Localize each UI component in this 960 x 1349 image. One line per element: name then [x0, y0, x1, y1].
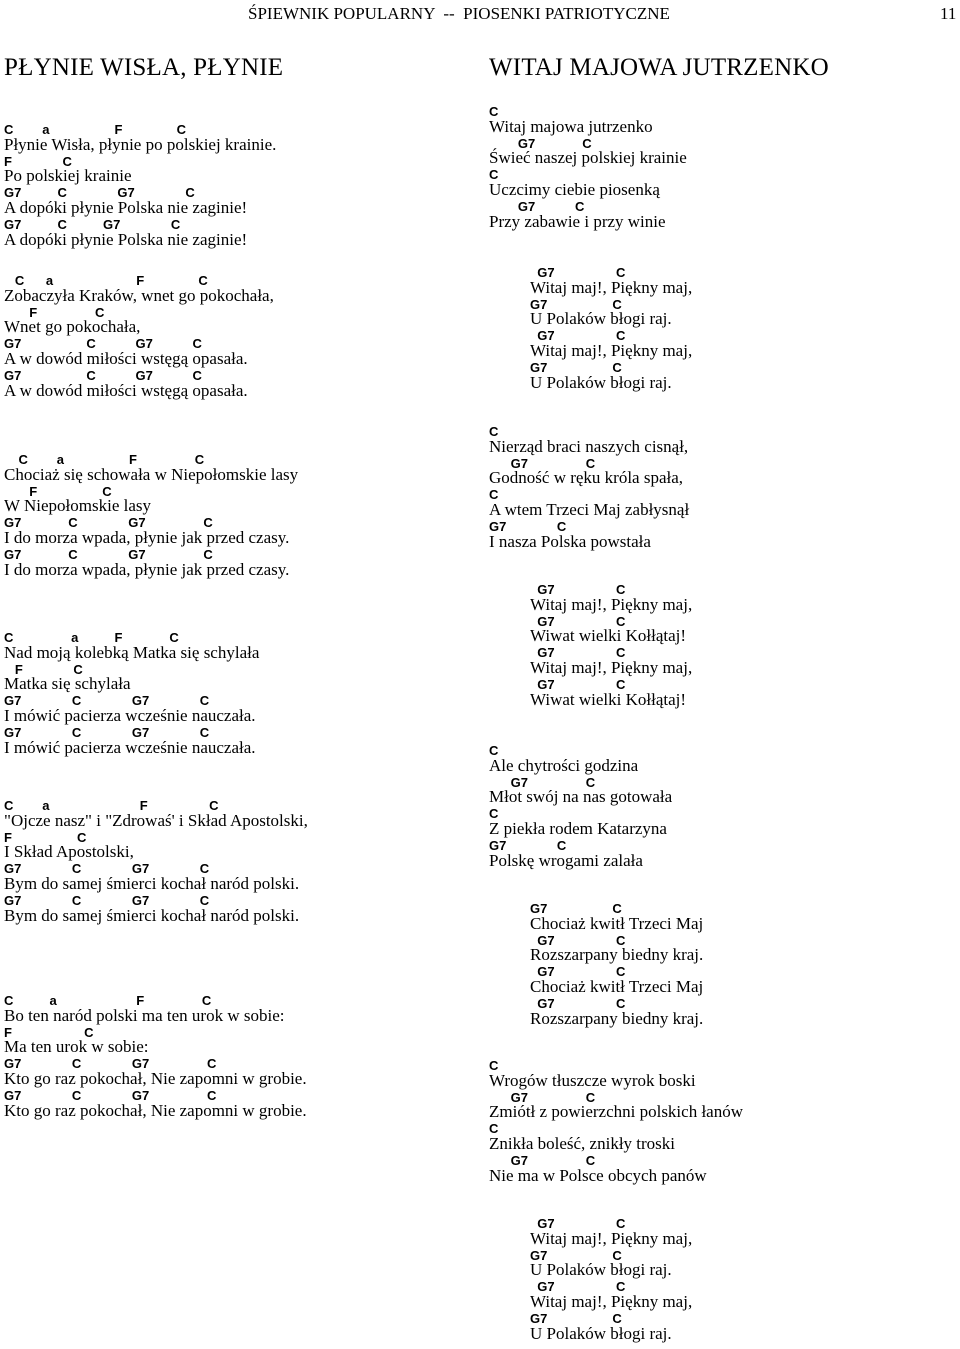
lyric-line: I do morza wpada, płynie jak przed czasy. [4, 528, 290, 547]
chord-line: G7 C G7 C [4, 724, 210, 740]
chord-line: G7 C [530, 296, 622, 312]
lyric-line: Bo ten naród polski ma ten urok w sobie: [4, 1005, 285, 1025]
chord-line: G7 C [530, 1279, 626, 1295]
lyric-line: Witaj maj!, Piękny maj, [530, 341, 693, 360]
lyric-line: Uczcimy ciebie piosenką [489, 180, 660, 199]
lyric-line: Witaj maj!, Piękny maj, [530, 1228, 693, 1248]
lyric-line: U Polaków błogi raj. [530, 1323, 672, 1343]
lyric-line: "Ojcze nasz" i "Zdrowaś' i Skład Apostolski, [4, 810, 308, 830]
chord-line: G7 C G7 C [4, 693, 210, 709]
chord-line: C [489, 806, 499, 822]
lyric-line: I mówić pacierza wcześnie nauczała. [4, 737, 256, 757]
lyric-line: Witaj maj!, Piękny maj, [530, 594, 693, 614]
lyric-line: Płynie Wisła, płynie po polskiej krainie. [4, 134, 277, 154]
chord-line: G7 C [530, 1310, 622, 1326]
lyric-line: I mówić pacierza wcześnie nauczała. [4, 706, 256, 725]
chord-line: G7 C [530, 613, 626, 629]
page-number: 11 [940, 4, 957, 23]
chord-line: G7 C G7 C [4, 336, 202, 352]
chord-line: G7 C [530, 901, 622, 916]
chord-line: F C [4, 829, 87, 845]
lyric-line: Wrogów tłuszcze wyrok boski [489, 1070, 696, 1090]
lyric-line: A dopóki płynie Polska nie zaginie! [4, 198, 248, 217]
chord-line: G7 C [489, 1089, 596, 1105]
chord-line: C [489, 167, 499, 183]
lyric-line: Chociaż kwitł Trzeci Maj [530, 977, 704, 996]
chord-line: C a F C [4, 273, 208, 288]
chord-line: G7 C [489, 518, 567, 534]
chord-line: G7 C [530, 582, 626, 597]
chord-line: F C [4, 304, 105, 320]
lyric-line: U Polaków błogi raj. [530, 309, 672, 329]
lyric-line: Zobaczyła Kraków, wnet go pokochała, [4, 285, 274, 305]
lyric-line: Godność w ręku króla spała, [489, 468, 684, 488]
chord-line: G7 C [489, 455, 596, 471]
chord-line: G7 C [489, 198, 585, 214]
chord-line: C [489, 743, 499, 758]
chord-line: G7 C G7 C [4, 1087, 217, 1103]
lyric-line: Witaj maj!, Piękny maj, [530, 277, 693, 297]
lyric-line: Polskę wrogami zalała [489, 850, 643, 870]
lyric-line: Nie ma w Polsce obcych panów [489, 1165, 707, 1185]
lyric-line: W Niepołomskie lasy [4, 496, 151, 516]
chord-line: G7 C [530, 359, 622, 375]
lyric-line: Nierząd braci naszych cisnął, [489, 436, 689, 456]
lyric-line: Wiwat wielki Kołłątaj! [530, 689, 687, 709]
lyric-line: Chociaż się schowała w Niepołomskie lasy [4, 464, 299, 484]
chord-line: C a F C [4, 798, 219, 813]
chord-line: G7 C [489, 837, 567, 853]
lyric-line: Znikła boleść, znikły troski [489, 1134, 676, 1153]
lyric-line: Ale chytrości godzina [489, 755, 639, 775]
chord-line: F C [4, 661, 83, 677]
chord-line: F C [4, 1024, 94, 1040]
chord-line: G7 C [530, 932, 626, 948]
chord-line: F C [4, 483, 112, 499]
chord-line: G7 C [530, 265, 626, 280]
lyric-line: Matka się schylała [4, 674, 131, 694]
chord-line: C [489, 1121, 499, 1137]
lyric-line: Przy zabawie i przy winie [489, 211, 666, 231]
lyric-line: A wtem Trzeci Maj zabłysnął [489, 500, 690, 519]
chord-line: G7 C [489, 774, 596, 790]
chord-line: G7 C [489, 1152, 596, 1168]
lyric-line: Bym do samej śmierci kochał naród polski. [4, 874, 300, 893]
lyric-line: Chociaż kwitł Trzeci Maj [530, 913, 704, 933]
chord-line: G7 C G7 C [4, 1056, 217, 1072]
lyric-line: Kto go raz pokochał, Nie zapomni w grobie. [4, 1069, 307, 1088]
chord-line: C [489, 424, 499, 439]
chord-line: C a F C [4, 452, 205, 467]
chord-line: G7 C [530, 1247, 622, 1263]
lyric-line: A dopóki płynie Polska nie zaginie! [4, 229, 248, 249]
chord-line: C [489, 1058, 499, 1073]
chord-line: G7 C [530, 1216, 626, 1231]
lyric-line: A w dowód miłości wstęgą opasała. [4, 349, 248, 368]
lyric-line: Witaj maj!, Piękny maj, [530, 658, 693, 677]
chord-line: G7 C G7 C [4, 185, 195, 201]
lyric-line: Młot swój na nas gotowała [489, 787, 673, 807]
lyric-line: I do morza wpada, płynie jak przed czasy. [4, 559, 290, 579]
chord-line: C a F C [4, 122, 187, 137]
chord-line: G7 C [530, 995, 626, 1011]
lyric-line: Rozszarpany biedny kraj. [530, 945, 704, 965]
lyric-line: Ma ten urok w sobie: [4, 1037, 149, 1057]
chord-line: G7 C G7 C [4, 546, 213, 562]
lyric-line: Po polskiej krainie [4, 166, 132, 186]
right-song-title: WITAJ MAJOWA JUTRZENKO [489, 54, 829, 81]
lyric-line: Zmiótł z powierzchni polskich łanów [489, 1102, 743, 1122]
lyric-line: I Skład Apostolski, [4, 842, 134, 862]
chord-line: G7 C [489, 135, 592, 151]
lyric-line: Z piekła rodem Katarzyna [489, 819, 667, 838]
lyric-line: Świeć naszej polskiej krainie [489, 148, 687, 168]
chord-line: G7 C G7 C [4, 861, 210, 877]
chord-line: C [489, 104, 499, 119]
songbook-header-title: ŚPIEWNIK POPULARNY -- PIOSENKI PATRIOTYCZNE [248, 4, 670, 23]
chord-line: C a F C [4, 993, 212, 1008]
lyric-line: Wnet go pokochała, [4, 317, 141, 337]
chord-line: G7 C G7 C [4, 515, 213, 531]
lyric-line: Nad moją kolebką Matka się schylała [4, 642, 260, 662]
lyric-line: I nasza Polska powstała [489, 531, 651, 551]
lyric-line: Wiwat wielki Kołłątaj! [530, 626, 687, 646]
chord-line: G7 C [530, 676, 626, 692]
lyric-line: Kto go raz pokochał, Nie zapomni w grobie. [4, 1100, 307, 1120]
chord-line: G7 C G7 C [4, 216, 181, 232]
chord-line: G7 C [530, 645, 626, 661]
lyric-line: U Polaków błogi raj. [530, 1260, 672, 1280]
lyric-line: U Polaków błogi raj. [530, 372, 672, 392]
chord-line: G7 C [530, 328, 626, 344]
lyric-line: Witaj majowa jutrzenko [489, 116, 653, 136]
chord-line: F C [4, 153, 72, 169]
chord-line: G7 C [530, 964, 626, 980]
chord-line: G7 C G7 C [4, 367, 202, 383]
chord-line: C [489, 487, 499, 503]
lyric-line: A w dowód miłości wstęgą opasała. [4, 380, 248, 400]
lyric-line: Rozszarpany biedny kraj. [530, 1008, 704, 1028]
left-song-title: PŁYNIE WISŁA, PŁYNIE [4, 54, 284, 81]
chord-line: C a F C [4, 630, 179, 645]
chord-line: G7 C G7 C [4, 892, 210, 908]
lyric-line: Witaj maj!, Piękny maj, [530, 1292, 693, 1311]
lyric-line: Bym do samej śmierci kochał naród polski. [4, 905, 300, 925]
